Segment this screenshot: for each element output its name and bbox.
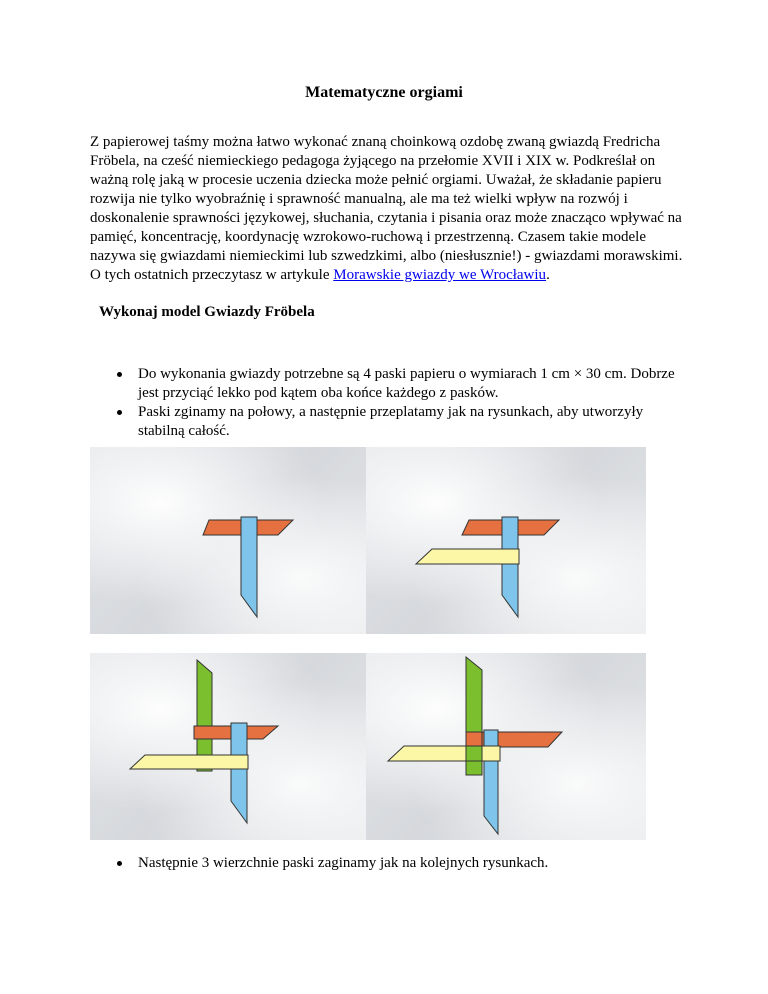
orange-overlap xyxy=(466,732,482,746)
yellow-strip xyxy=(130,755,248,769)
step-2-illustration xyxy=(366,447,646,634)
list-item: Paski zginamy na połowy, a następnie przeplatamy jak na rysunkach, aby utworzyły stabilną całość. xyxy=(90,403,690,441)
list-item: Następnie 3 wierzchnie paski zaginamy jak na kolejnych rysunkach. xyxy=(90,854,690,873)
morawskie-gwiazdy-link[interactable]: Morawskie gwiazdy we Wrocławiu xyxy=(333,267,547,283)
intro-end: . xyxy=(546,267,550,283)
step-4-illustration xyxy=(366,653,646,840)
yellow-strip xyxy=(416,549,519,564)
section-heading: Wykonaj model Gwiazdy Fröbela xyxy=(99,304,315,320)
blue-strip xyxy=(502,517,518,617)
list-item: Do wykonania gwiazdy potrzebne są 4 paski papieru o wymiarach 1 cm × 30 cm. Dobrze jest przyciąć lekko pod kątem oba końce każdego z pasków. xyxy=(90,365,690,403)
intro-text: Z papierowej taśmy można łatwo wykonać znaną choinkową ozdobę zwaną gwiazdą Fredricha Fröbela, na cześć niemieckiego pedagoga żyjącego na przełomie XVII i XIX w. Podkreślał on ważną rolę jaką w procesie uczenia dziecka może pełnić orgiami. Uważał, że składanie papieru rozwija nie tylko wyobraźnię i sprawność manualną, ale ma też wielki wpływ na rozwój i doskonalenie sprawności językowej, słuchania, czytania i pisania oraz może znacząco wpływać na pamięć, koncentrację, koordynację wzrokowo-ruchową i przestrzenną. Czasem takie modele nazywa się gwiazdami niemieckimi lub szwedzkimi, albo (niesłusznie!) - gwiazdami morawskimi. O tych ostatnich przeczytasz w artykule xyxy=(90,134,683,283)
instruction-list xyxy=(90,365,690,441)
blue-strip xyxy=(231,723,247,823)
green-overlap xyxy=(466,746,482,761)
intro-paragraph xyxy=(90,133,690,285)
yellow-strip xyxy=(388,746,500,761)
page-title: Matematyczne orgiami xyxy=(305,84,463,101)
step-3-illustration xyxy=(90,653,370,840)
step-1-illustration xyxy=(90,447,370,634)
instruction-list-continued xyxy=(90,854,690,873)
green-strip xyxy=(197,660,212,771)
blue-strip xyxy=(241,517,257,617)
